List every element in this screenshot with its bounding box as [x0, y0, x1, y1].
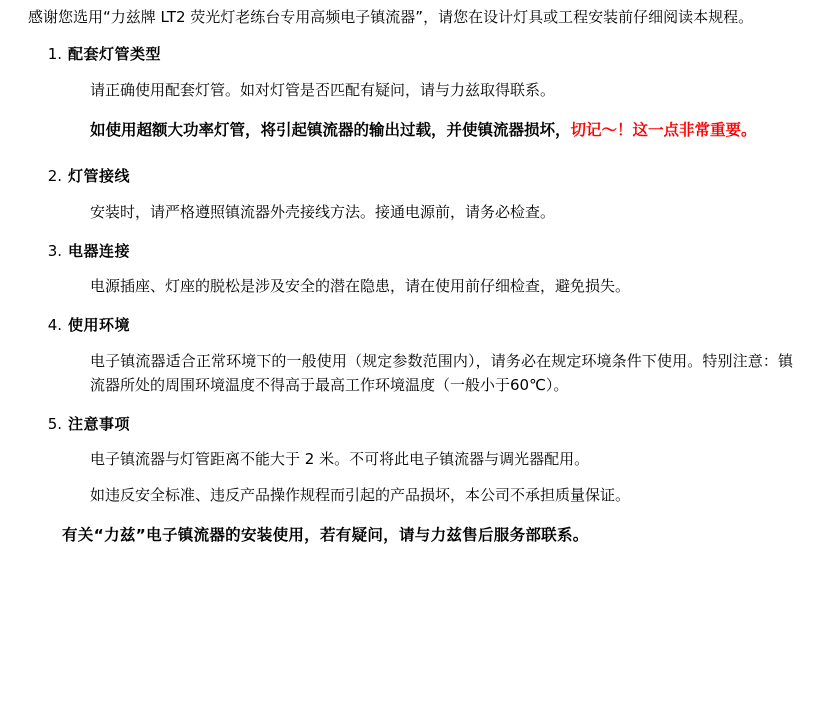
- item-paragraph: 安装时，请严格遵照镇流器外壳接线方法。接通电源前，请务必检查。: [90, 202, 556, 221]
- warning-paragraph: [28, 118, 793, 144]
- item-heading: 灯管接线: [68, 167, 131, 186]
- closing-paragraph: 有关“力兹”电子镇流器的安装使用，若有疑问，请与力兹售后服务部联系。: [62, 526, 589, 545]
- list-item: [28, 314, 793, 337]
- item-number: 1.: [47, 45, 62, 64]
- item-heading: 使用环境: [68, 316, 131, 335]
- list-item: [28, 240, 793, 263]
- item-number: 2.: [47, 167, 62, 186]
- item-paragraph: 电子镇流器与灯管距离不能大于 2 米。不可将此电子镇流器与调光器配用。: [90, 450, 590, 469]
- list-item: [28, 43, 793, 66]
- instruction-list: [28, 43, 793, 507]
- item-heading: 配套灯管类型: [68, 45, 162, 64]
- item-heading: 电器连接: [68, 241, 131, 260]
- list-item: [28, 413, 793, 436]
- intro-paragraph: 感谢您选用“力兹牌 LT2 荧光灯老练台专用高频电子镇流器”，请您在设计灯具或工程安装前仔细阅读本规程。: [28, 8, 754, 26]
- warning-black-text: 如使用超额大功率灯管，将引起镇流器的输出过载，并使镇流器损坏，: [90, 120, 571, 139]
- item-heading: 注意事项: [68, 414, 131, 433]
- item-number: 3.: [47, 241, 62, 260]
- warning-red-text: 切记～！这一点非常重要。: [570, 120, 757, 139]
- item-number: 4.: [47, 316, 62, 335]
- item-paragraph: 电子镇流器适合正常环境下的一般使用（规定参数范围内），请务必在规定环境条件下使用。特别注意：镇流器所处的周围环境温度不得高于最高工作环境温度（一般小于60℃）。: [90, 351, 793, 394]
- item-paragraph: 请正确使用配套灯管。如对灯管是否匹配有疑问，请与力兹取得联系。: [90, 80, 556, 99]
- item-paragraph: 电源插座、灯座的脱松是涉及安全的潜在隐患，请在使用前仔细检查，避免损失。: [90, 277, 631, 296]
- item-paragraph: 如违反安全标准、违反产品操作规程而引起的产品损坏，本公司不承担质量保证。: [90, 486, 631, 505]
- list-item: [28, 165, 793, 188]
- item-number: 5.: [47, 414, 62, 433]
